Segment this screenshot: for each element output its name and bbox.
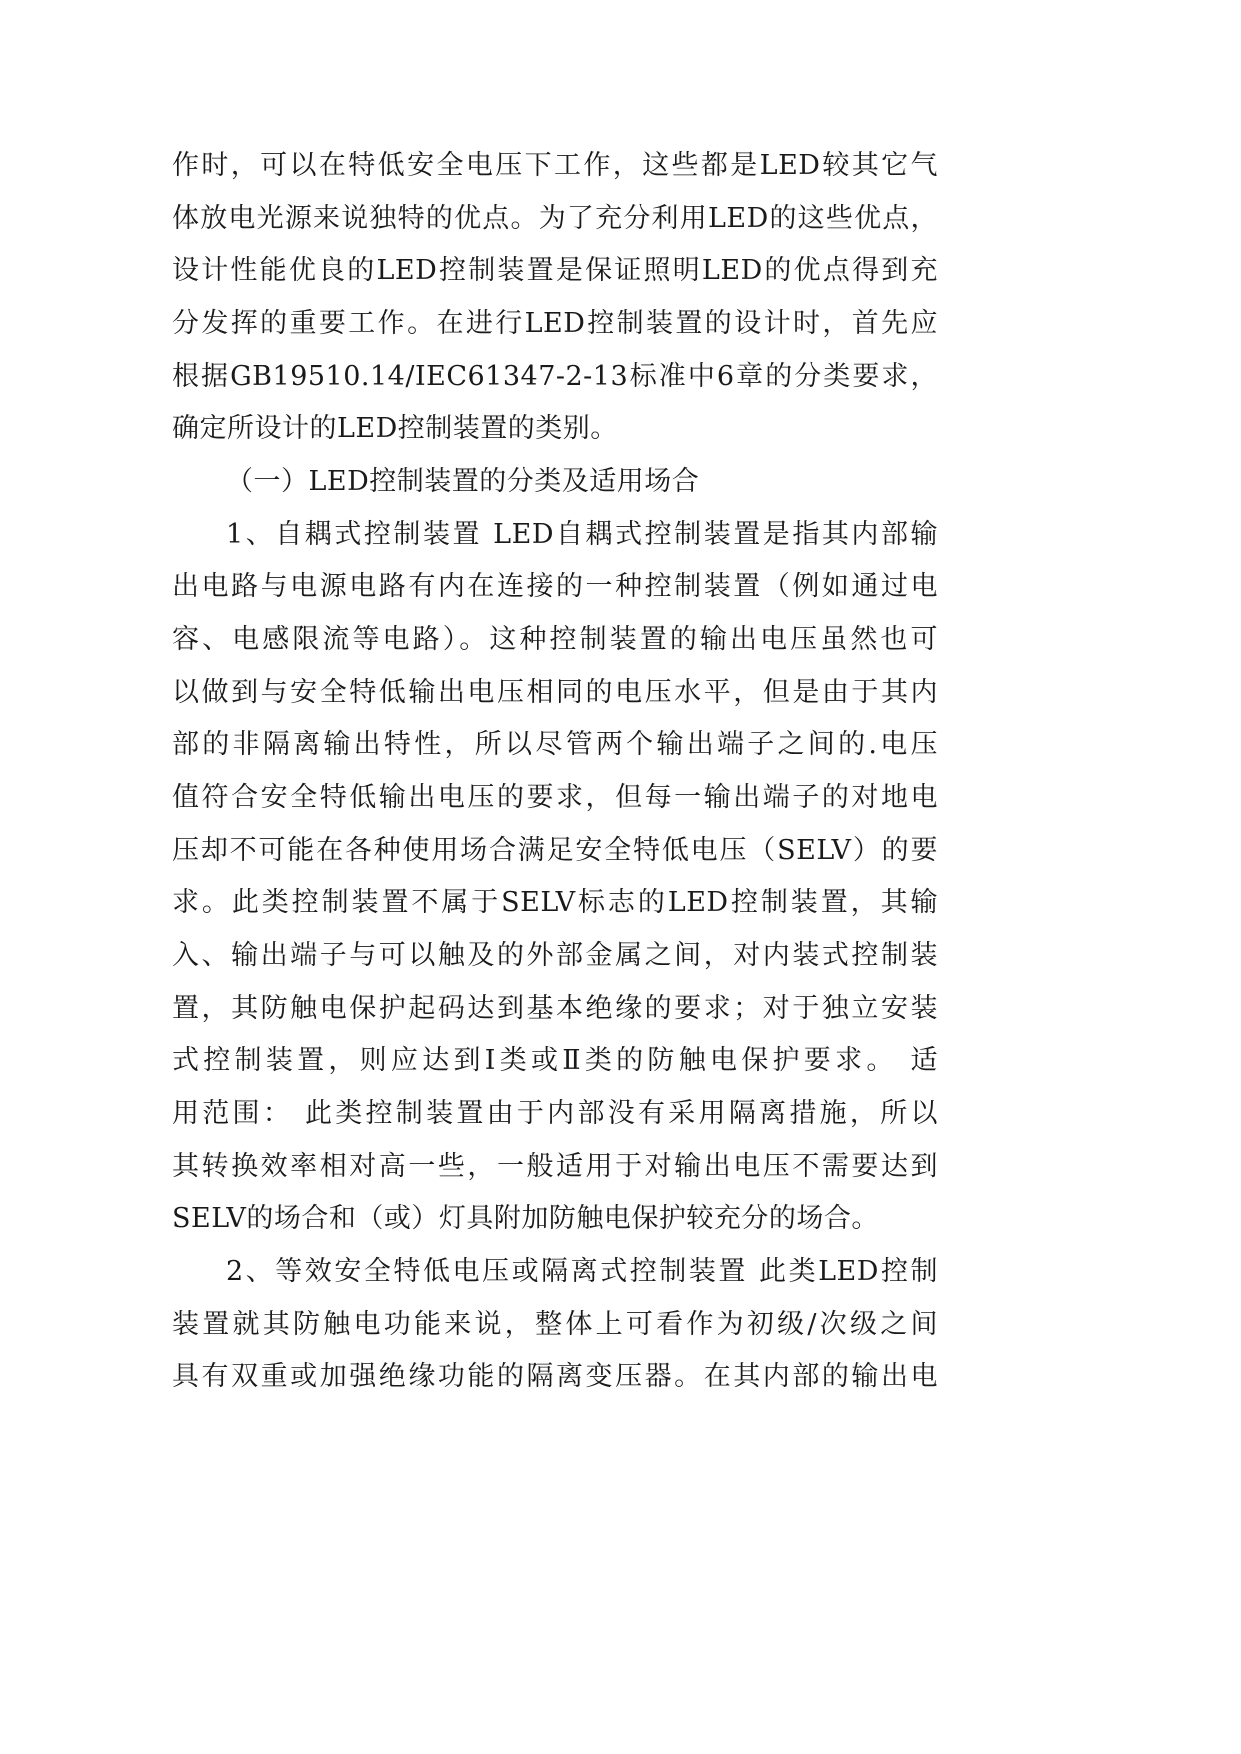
text-line: 体放电光源来说独特的优点。为了充分利用LED的这些优点， bbox=[172, 203, 938, 234]
text-line: 式控制装置，则应达到Ⅰ类或Ⅱ类的防触电保护要求。 适 bbox=[172, 1045, 938, 1076]
text-line: 压却不可能在各种使用场合满足安全特低电压（SELV）的要 bbox=[172, 835, 938, 866]
text-line: 容、电感限流等电路）。这种控制装置的输出电压虽然也可 bbox=[172, 624, 938, 655]
text-line: SELV的场合和（或）灯具附加防触电保护较充分的场合。 bbox=[172, 1203, 879, 1234]
text-line: 装置就其防触电功能来说，整体上可看作为初级/次级之间 bbox=[172, 1309, 938, 1340]
text-line: 求。此类控制装置不属于SELV标志的LED控制装置，其输 bbox=[172, 887, 938, 918]
paragraph-first-line: 2、等效安全特低电压或隔离式控制装置 此类LED控制 bbox=[226, 1256, 938, 1287]
text-line: 部的非隔离输出特性，所以尽管两个输出端子之间的.电压 bbox=[172, 729, 938, 760]
text-line: 设计性能优良的LED控制装置是保证照明LED的优点得到充 bbox=[172, 255, 938, 286]
text-line: 出电路与电源电路有内在连接的一种控制装置（例如通过电 bbox=[172, 571, 938, 602]
text-line: 置，其防触电保护起码达到基本绝缘的要求；对于独立安装 bbox=[172, 993, 938, 1024]
text-line: 入、输出端子与可以触及的外部金属之间，对内装式控制装 bbox=[172, 940, 938, 971]
section-heading: （一）LED控制装置的分类及适用场合 bbox=[226, 466, 700, 497]
text-line: 根据GB19510.14/IEC61347-2-13标准中6章的分类要求， bbox=[172, 361, 938, 392]
text-line: 用范围： 此类控制装置由于内部没有采用隔离措施，所以 bbox=[172, 1098, 938, 1129]
text-line: 具有双重或加强绝缘功能的隔离变压器。在其内部的输出电 bbox=[172, 1361, 938, 1392]
paragraph-first-line: 1、自耦式控制装置 LED自耦式控制装置是指其内部输 bbox=[226, 519, 938, 550]
text-line: 值符合安全特低输出电压的要求，但每一输出端子的对地电 bbox=[172, 782, 938, 813]
text-line: 作时，可以在特低安全电压下工作，这些都是LED较其它气 bbox=[172, 150, 938, 181]
text-line: 以做到与安全特低输出电压相同的电压水平，但是由于其内 bbox=[172, 677, 938, 708]
text-line: 确定所设计的LED控制装置的类别。 bbox=[172, 413, 618, 444]
text-line: 其转换效率相对高一些，一般适用于对输出电压不需要达到 bbox=[172, 1151, 938, 1182]
text-line: 分发挥的重要工作。在进行LED控制装置的设计时，首先应 bbox=[172, 308, 938, 339]
